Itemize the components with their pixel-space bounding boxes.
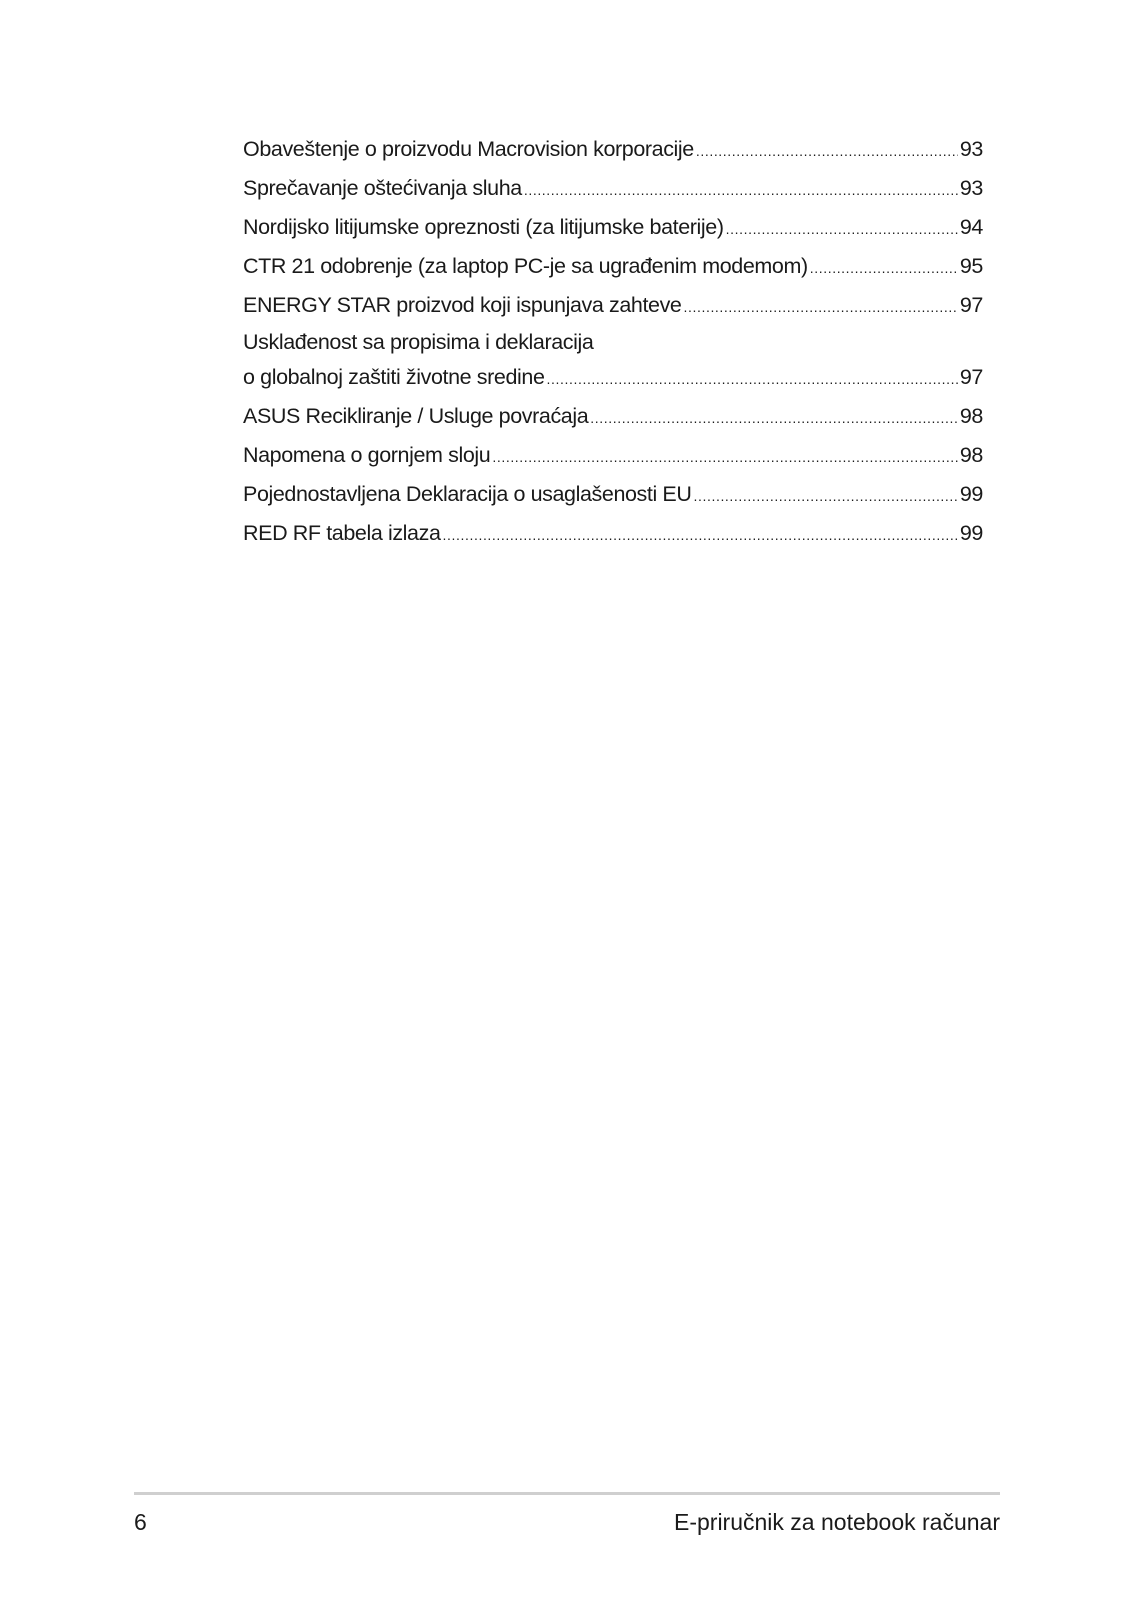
footer-divider bbox=[134, 1492, 1000, 1495]
toc-entry-page: 97 bbox=[959, 365, 983, 389]
toc-entry-title: ASUS Recikliranje / Usluge povraćaja bbox=[243, 404, 589, 428]
toc-entry-page: 99 bbox=[959, 482, 983, 506]
toc-entry-title: Napomena o gornjem sloju bbox=[243, 443, 491, 467]
toc-entry-title: Obaveštenje o proizvodu Macrovision korporacije bbox=[243, 137, 694, 161]
toc-entry-title: o globalnoj zaštiti životne sredine bbox=[243, 365, 545, 389]
toc-entry[interactable] bbox=[243, 515, 983, 554]
toc-dot-leader bbox=[492, 439, 958, 476]
toc-entry-page: 93 bbox=[959, 176, 983, 200]
toc-dot-leader bbox=[694, 478, 958, 515]
toc-dot-leader bbox=[547, 361, 958, 398]
toc-entry-title: ENERGY STAR proizvod koji ispunjava zahteve bbox=[243, 293, 682, 317]
toc-entry[interactable] bbox=[243, 398, 983, 437]
table-of-contents bbox=[243, 131, 983, 554]
toc-entry[interactable] bbox=[243, 437, 983, 476]
toc-entry[interactable] bbox=[243, 209, 983, 248]
toc-dot-leader bbox=[810, 250, 958, 287]
toc-entry-page: 95 bbox=[959, 254, 983, 278]
toc-entry-page: 94 bbox=[959, 215, 983, 239]
toc-entry-page: 93 bbox=[959, 137, 983, 161]
toc-dot-leader bbox=[443, 517, 958, 554]
toc-entry[interactable] bbox=[243, 287, 983, 326]
toc-entry-page: 97 bbox=[959, 293, 983, 317]
footer-page-number: 6 bbox=[134, 1509, 147, 1535]
toc-entry[interactable] bbox=[243, 131, 983, 170]
footer-manual-title: E-priručnik za notebook računar bbox=[674, 1509, 1000, 1535]
toc-entry-title: Nordijsko litijumske opreznosti (za litijumske baterije) bbox=[243, 215, 724, 239]
toc-entry[interactable] bbox=[243, 326, 983, 398]
toc-entry-page: 99 bbox=[959, 521, 983, 545]
toc-entry-page: 98 bbox=[959, 404, 983, 428]
toc-entry-title: Sprečavanje oštećivanja sluha bbox=[243, 176, 522, 200]
toc-entry[interactable] bbox=[243, 170, 983, 209]
toc-dot-leader bbox=[524, 172, 958, 209]
toc-entry-title: CTR 21 odobrenje (za laptop PC-je sa ugrađenim modemom) bbox=[243, 254, 808, 278]
toc-entry-title: RED RF tabela izlaza bbox=[243, 521, 441, 545]
toc-dot-leader bbox=[590, 400, 958, 437]
toc-entry[interactable] bbox=[243, 476, 983, 515]
toc-entry-title: Pojednostavljena Deklaracija o usaglašenosti EU bbox=[243, 482, 692, 506]
toc-dot-leader bbox=[726, 211, 958, 248]
toc-dot-leader bbox=[696, 133, 958, 170]
toc-entry-page: 98 bbox=[959, 443, 983, 467]
toc-dot-leader bbox=[684, 289, 958, 326]
toc-entry[interactable] bbox=[243, 248, 983, 287]
toc-entry-title-line1: Usklađenost sa propisima i deklaracija bbox=[243, 330, 594, 354]
